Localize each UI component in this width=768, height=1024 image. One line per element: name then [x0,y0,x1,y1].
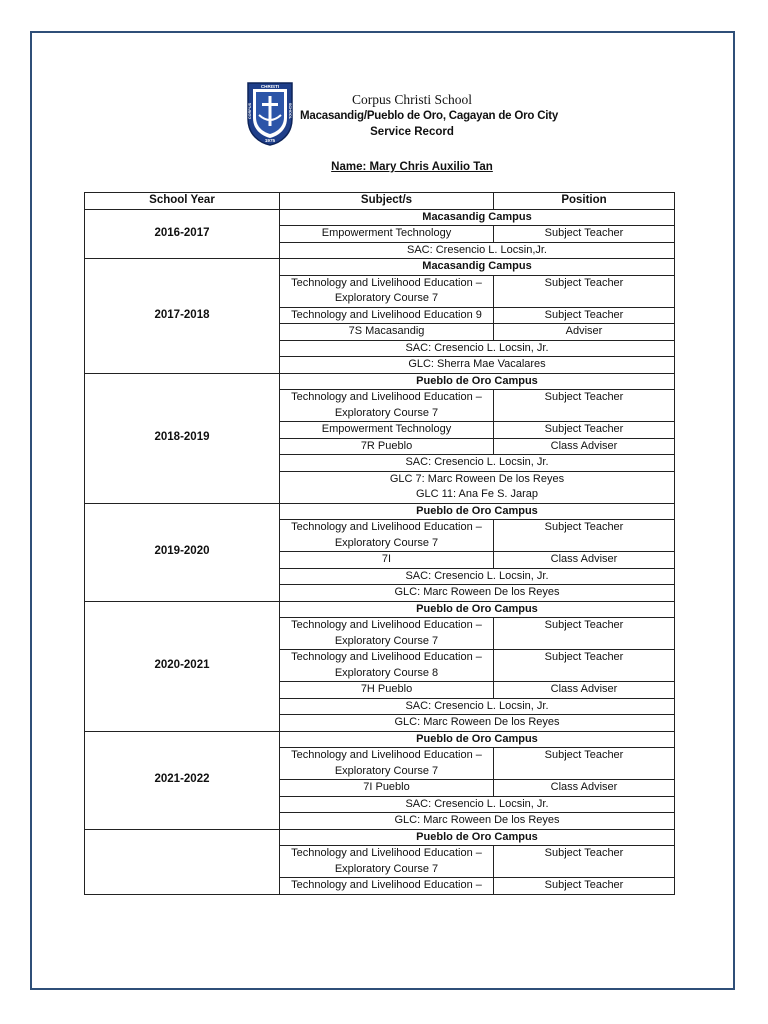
coordinator-note-cell: GLC: Sherra Mae Vacalares [280,357,675,374]
position-cell: Adviser [494,324,675,341]
table-header-row [85,193,675,210]
subject-cell: Technology and Livelihood Education – Exploratory Course 7 [280,618,494,650]
position-cell: Subject Teacher [494,878,675,895]
year-block-campus-row [85,601,675,618]
position-cell: Subject Teacher [494,307,675,324]
position-cell: Subject Teacher [494,748,675,780]
campus-cell: Pueblo de Oro Campus [280,503,675,520]
coordinator-note-cell: SAC: Cresencio L. Locsin,Jr. [280,242,675,259]
position-cell: Subject Teacher [494,422,675,439]
subject-cell: Technology and Livelihood Education – Exploratory Course 7 [280,390,494,422]
position-cell: Subject Teacher [494,650,675,682]
seal-arc-right: SCHOOL [288,102,292,120]
year-block-campus-row [85,503,675,520]
position-cell: Class Adviser [494,780,675,797]
coordinator-note-cell: GLC 7: Marc Roween De los Reyes GLC 11: Ana Fe S. Jarap [280,471,675,503]
year-block-campus-row [85,209,675,226]
subject-cell: 7I Pueblo [280,780,494,797]
school-year-cell: 2021-2022 [85,731,280,829]
subject-cell: 7I [280,552,494,569]
subject-cell: Technology and Livelihood Education – Exploratory Course 7 [280,520,494,552]
campus-cell: Macasandig Campus [280,259,675,276]
school-year-cell: 2018-2019 [85,373,280,503]
subject-cell: Empowerment Technology [280,226,494,243]
year-block-campus-row [85,373,675,390]
position-cell: Subject Teacher [494,390,675,422]
year-block-campus-row [85,259,675,276]
campus-cell: Pueblo de Oro Campus [280,731,675,748]
coordinator-note-cell: GLC: Marc Roween De los Reyes [280,585,675,602]
campus-cell: Pueblo de Oro Campus [280,829,675,846]
subject-cell: Technology and Livelihood Education – Exploratory Course 7 [280,748,494,780]
column-header-subjects: Subject/s [280,193,494,210]
coordinator-note-cell: SAC: Cresencio L. Locsin, Jr. [280,698,675,715]
school-year-cell: 2016-2017 [85,209,280,259]
person-name: Name: Mary Chris Auxilio Tan [331,161,493,173]
coordinator-note-cell: GLC: Marc Roween De los Reyes [280,813,675,830]
subject-cell: Technology and Livelihood Education 9 [280,307,494,324]
seal-arc-top: CHRISTI [260,84,280,89]
campus-cell: Macasandig Campus [280,209,675,226]
column-header-school-year: School Year [85,193,280,210]
position-cell: Class Adviser [494,552,675,569]
school-address: Macasandig/Pueblo de Oro, Cagayan de Oro City [300,110,559,122]
coordinator-note-cell: SAC: Cresencio L. Locsin, Jr. [280,796,675,813]
school-year-cell: 2017-2018 [85,259,280,374]
year-block-campus-row [85,731,675,748]
position-cell: Subject Teacher [494,618,675,650]
school-year-cell: 2019-2020 [85,503,280,601]
campus-cell: Pueblo de Oro Campus [280,601,675,618]
position-cell: Subject Teacher [494,226,675,243]
subject-cell: Technology and Livelihood Education – Exploratory Course 7 [280,275,494,307]
campus-cell: Pueblo de Oro Campus [280,373,675,390]
school-seal-icon [244,79,296,147]
seal-year: 1975 [264,138,276,143]
position-cell: Class Adviser [494,682,675,699]
position-cell: Subject Teacher [494,520,675,552]
column-header-position: Position [494,193,675,210]
school-year-cell [85,829,280,894]
subject-cell: Empowerment Technology [280,422,494,439]
subject-cell: 7H Pueblo [280,682,494,699]
coordinator-note-cell: SAC: Cresencio L. Locsin, Jr. [280,455,675,472]
coordinator-note-cell: GLC: Marc Roween De los Reyes [280,715,675,732]
position-cell: Subject Teacher [494,846,675,878]
subject-cell: 7R Pueblo [280,438,494,455]
service-record-table [84,192,675,895]
subject-cell: Technology and Livelihood Education – Exploratory Course 8 [280,650,494,682]
subject-cell: Technology and Livelihood Education – Exploratory Course 7 [280,846,494,878]
coordinator-note-cell: SAC: Cresencio L. Locsin, Jr. [280,340,675,357]
school-year-cell: 2020-2021 [85,601,280,731]
document-title: Service Record [370,126,454,138]
year-block-campus-row [85,829,675,846]
seal-arc-left: CORPUS [248,102,252,120]
subject-cell: Technology and Livelihood Education – [280,878,494,895]
coordinator-note-cell: SAC: Cresencio L. Locsin, Jr. [280,568,675,585]
subject-cell: 7S Macasandig [280,324,494,341]
table-body [85,209,675,894]
school-name: Corpus Christi School [351,92,472,107]
position-cell: Subject Teacher [494,275,675,307]
position-cell: Class Adviser [494,438,675,455]
